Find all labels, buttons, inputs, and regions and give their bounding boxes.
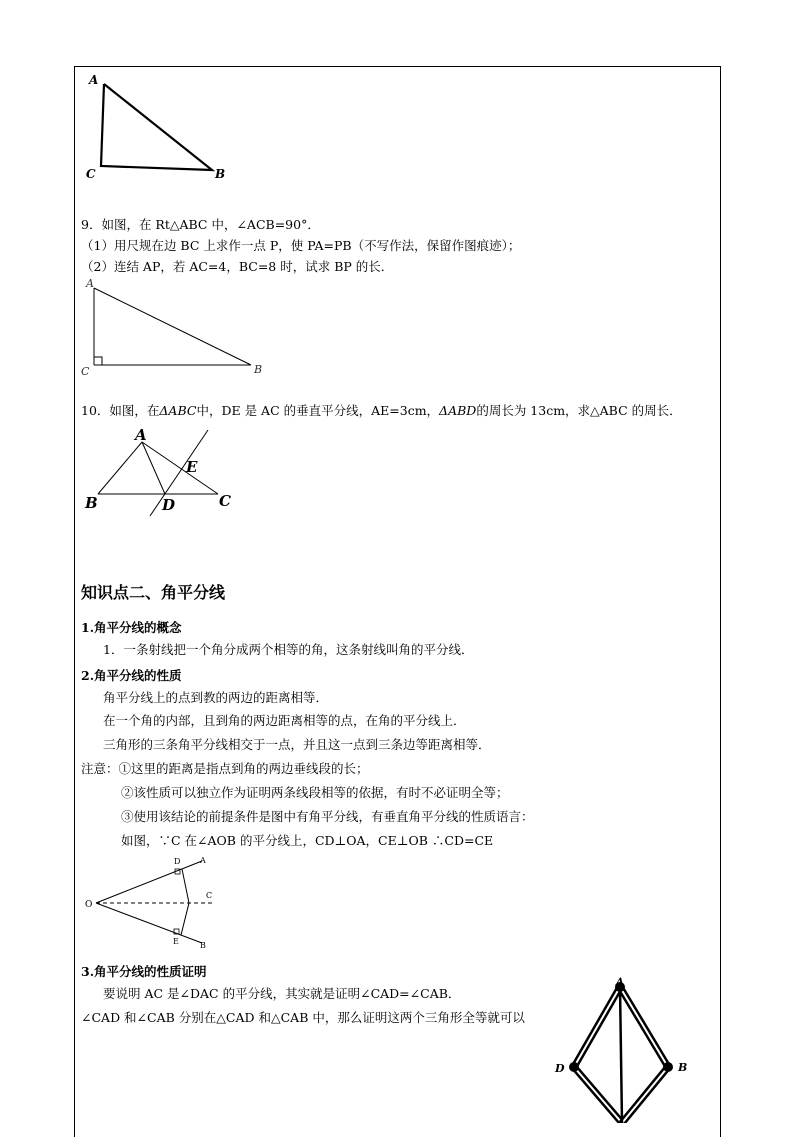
proof-text-2: ∠CAD 和∠CAB 分别在△CAD 和△CAB 中，那么证明这两个三角形全等就可以 (81, 1010, 525, 1025)
fig2-label-a: A (86, 277, 94, 290)
q10-pre: 10．如图，在 (81, 403, 160, 418)
fig2-edge-ab (94, 288, 251, 365)
fig3-edge-ab (98, 442, 142, 494)
fig2-label-b: B (254, 363, 263, 376)
figure-kite-instrument (550, 975, 698, 1123)
fig1-label-a: A (89, 73, 99, 87)
note-1: 注意：①这里的距离是指点到角的两边垂线段的长； (81, 761, 369, 776)
q9-line1: 9．如图，在 Rt△ABC 中，∠ACB=90°． (81, 217, 320, 232)
figure-angle-bisector (82, 852, 222, 952)
q9-line2: （1）用尺规在边 BC 上求作一点 P，使 PA=PB（不写作法，保留作图痕迹）； (81, 238, 521, 253)
fig1-label-b: B (215, 167, 226, 181)
fig5-label-a: A (616, 977, 624, 988)
fig3-perpendicular-bisector (150, 430, 208, 516)
fig4-label-e: E (173, 937, 179, 946)
property-text-2: 在一个角的内部，且到角的两边距离相等的点，在角的平分线上． (103, 713, 466, 728)
figure-triangle-1 (80, 70, 240, 185)
q9-line3: （2）连结 AP，若 AC=4，BC=8 时，试求 BP 的长． (81, 259, 394, 274)
fig2-label-c: C (81, 365, 90, 378)
fig4-ray-oa (96, 861, 202, 903)
fig4-label-d: D (174, 857, 181, 866)
property-text-3: 三角形的三条角平分线相交于一点，并且这一点到三条边等距离相等． (103, 737, 491, 752)
property-text-1: 角平分线上的点到教的两边的距离相等． (103, 690, 329, 705)
heading-concept: 1.角平分线的概念 (81, 620, 182, 635)
fig4-segment-ce (181, 903, 189, 935)
concept-text: 1．一条射线把一个角分成两个相等的角，这条射线叫角的平分线． (103, 642, 474, 657)
fig5-rod-ac (620, 987, 622, 1123)
fig4-label-b: B (200, 941, 206, 950)
proof-text-1: 要说明 AC 是∠DAC 的平分线，其实就是证明∠CAD=∠CAB． (103, 986, 461, 1001)
fig3-label-d: D (162, 496, 176, 514)
note-4: 如图，∵C 在∠AOB 的平分线上，CD⊥OA，CE⊥OB ∴CD=CE (121, 833, 494, 848)
q10-post: 的周长为 13cm，求△ABC 的周长． (476, 403, 682, 418)
fig4-segment-cd (182, 869, 189, 903)
fig3-label-e: E (186, 458, 198, 476)
fig1-label-c: C (86, 167, 96, 181)
figure-triangle-2 (78, 276, 273, 380)
q10-math-abc: ΔABC (159, 403, 197, 418)
q10-mid: 中，DE 是 AC 的垂直平分线，AE=3cm， (196, 403, 440, 418)
fig2-right-angle-mark (94, 357, 102, 365)
figure-triangle-3 (80, 424, 245, 520)
heading-property: 2.角平分线的性质 (81, 668, 182, 683)
section-title: 知识点二、角平分线 (81, 583, 226, 602)
q10-text (81, 403, 682, 419)
fig4-ray-ob (96, 903, 202, 943)
fig5-hinge-b (663, 1062, 673, 1072)
note-3: ③使用该结论的前提条件是图中有角平分线，有垂直角平分线的性质语言： (121, 809, 534, 824)
heading-proof: 3.角平分线的性质证明 (81, 964, 207, 979)
fig5-label-d: D (555, 1062, 565, 1075)
note-2: ②该性质可以独立作为证明两条线段相等的依据，有时不必证明全等； (121, 785, 509, 800)
fig4-label-o: O (85, 900, 93, 910)
fig5-hinge-d (569, 1062, 579, 1072)
q10-math-abd: ΔABD (439, 403, 477, 418)
fig3-label-a: A (135, 426, 147, 444)
fig3-label-b: B (85, 494, 98, 512)
fig4-label-c: C (206, 891, 213, 900)
fig5-label-b: B (678, 1061, 688, 1074)
fig3-label-c: C (219, 492, 231, 510)
fig4-label-a: A (200, 856, 206, 865)
triangle-1-edges (101, 84, 212, 170)
